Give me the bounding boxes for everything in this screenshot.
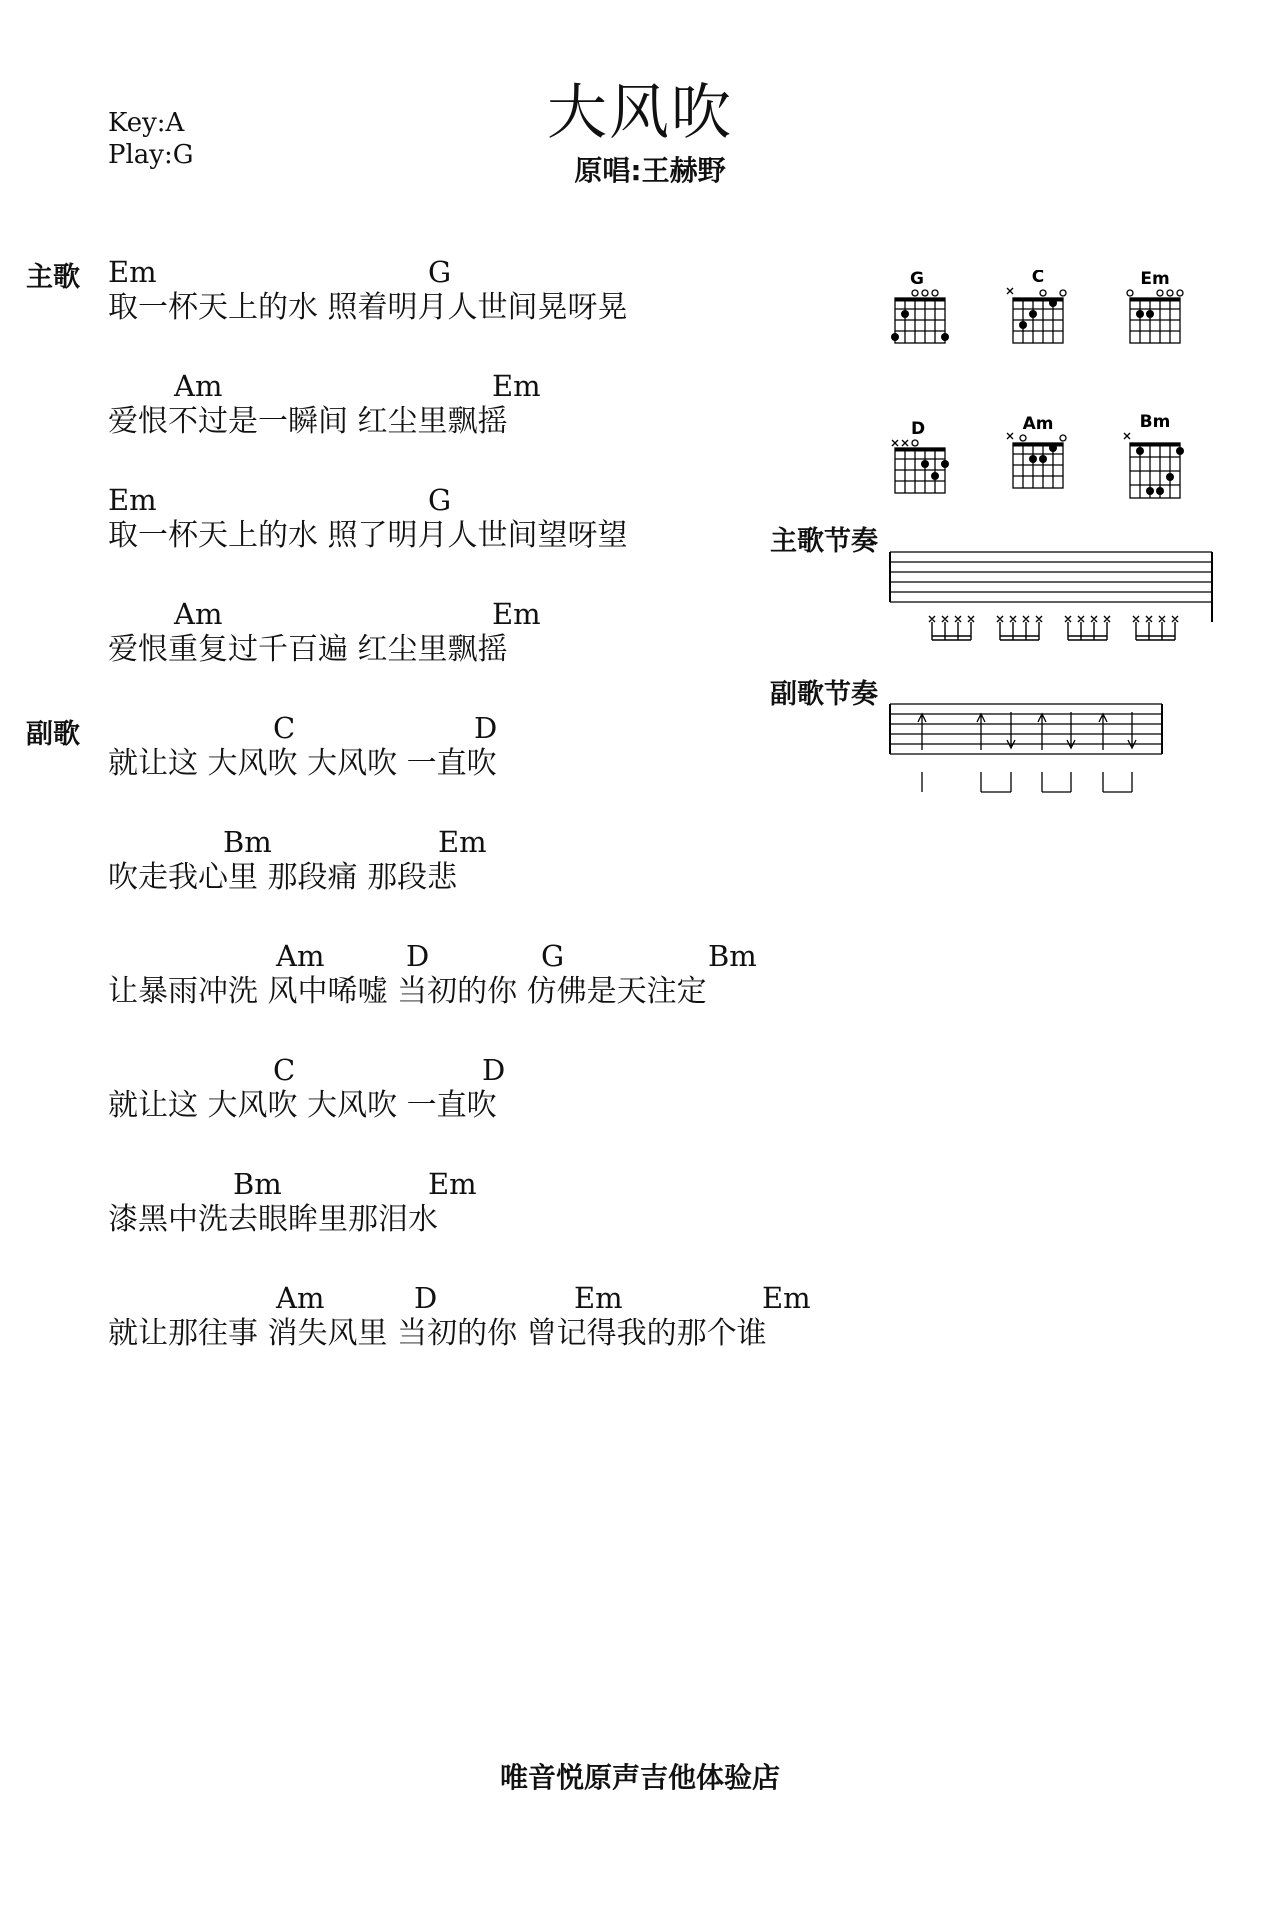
chord-diagram-bm <box>1124 412 1184 498</box>
original-singer: 原唱:王赫野 <box>574 154 726 187</box>
section-verse-label: 主歌 <box>26 262 80 293</box>
chord-diagram-name: G <box>910 270 924 289</box>
play-label: Play:G <box>108 140 194 170</box>
chord-label: Bm <box>233 1167 282 1201</box>
lyric-text: 爱恨不过是一瞬间 红尘里飘摇 <box>108 404 508 439</box>
chord-label: C <box>273 711 296 745</box>
chord-label: Em <box>108 483 157 517</box>
verse-rhythm-tab <box>886 550 1216 645</box>
verse-rhythm-label: 主歌节奏 <box>770 526 878 557</box>
chord-label: D <box>474 711 498 745</box>
chord-diagrams <box>880 270 1210 515</box>
chord-label: Am <box>174 369 223 403</box>
lyric-text: 吹走我心里 那段痛 那段悲 <box>108 860 458 895</box>
chord-label: Am <box>276 1281 325 1315</box>
chorus-rhythm-tab <box>886 702 1166 797</box>
song-title: 大风吹 <box>547 78 733 148</box>
chord-label: Em <box>438 825 487 859</box>
chord-label: Em <box>574 1281 623 1315</box>
lyric-text: 就让这 大风吹 大风吹 一直吹 <box>108 1088 497 1123</box>
chord-diagram-g <box>891 270 949 343</box>
lyric-text: 取一杯天上的水 照着明月人世间晃呀晃 <box>108 290 628 325</box>
chord-label: G <box>541 939 565 973</box>
chord-diagram-name: D <box>910 419 926 439</box>
lyric-text: 取一杯天上的水 照了明月人世间望呀望 <box>108 518 628 553</box>
chord-label: Am <box>174 597 223 631</box>
chord-label: Em <box>492 369 541 403</box>
chord-diagram-d <box>892 419 949 493</box>
lyric-text: 就让那往事 消失风里 当初的你 曾记得我的那个谁 <box>108 1316 767 1351</box>
chord-diagram-c <box>1007 270 1066 343</box>
chord-label: Am <box>276 939 325 973</box>
chord-label: Bm <box>708 939 757 973</box>
chord-label: D <box>482 1053 506 1087</box>
lyric-text: 爱恨重复过千百遍 红尘里飘摇 <box>108 632 508 667</box>
chord-diagram-em <box>1127 270 1183 343</box>
chord-diagram-name: Am <box>1022 414 1054 434</box>
chord-label: C <box>273 1053 296 1087</box>
chord-diagram-am <box>1007 414 1066 488</box>
chord-diagram-name: C <box>1031 270 1045 287</box>
chord-diagram-name: Bm <box>1139 412 1171 432</box>
chorus-rhythm-label: 副歌节奏 <box>770 679 878 710</box>
chord-label: Bm <box>223 825 272 859</box>
chord-label: Em <box>428 1167 477 1201</box>
chord-label: Em <box>762 1281 811 1315</box>
lyric-text: 漆黑中洗去眼眸里那泪水 <box>108 1202 438 1237</box>
chord-label: D <box>414 1281 438 1315</box>
chord-diagram-name: Em <box>1140 270 1170 289</box>
chord-label: Em <box>108 255 157 289</box>
chord-label: Em <box>492 597 541 631</box>
chord-label: D <box>406 939 430 973</box>
lyric-text: 就让这 大风吹 大风吹 一直吹 <box>108 746 497 781</box>
chord-label: G <box>428 483 452 517</box>
chord-label: G <box>428 255 452 289</box>
lyric-text: 让暴雨冲洗 风中唏嘘 当初的你 仿佛是天注定 <box>108 974 707 1009</box>
store-name: 唯音悦原声吉他体验店 <box>499 1761 780 1794</box>
section-chorus-label: 副歌 <box>26 719 80 750</box>
key-label: Key:A <box>108 108 185 138</box>
